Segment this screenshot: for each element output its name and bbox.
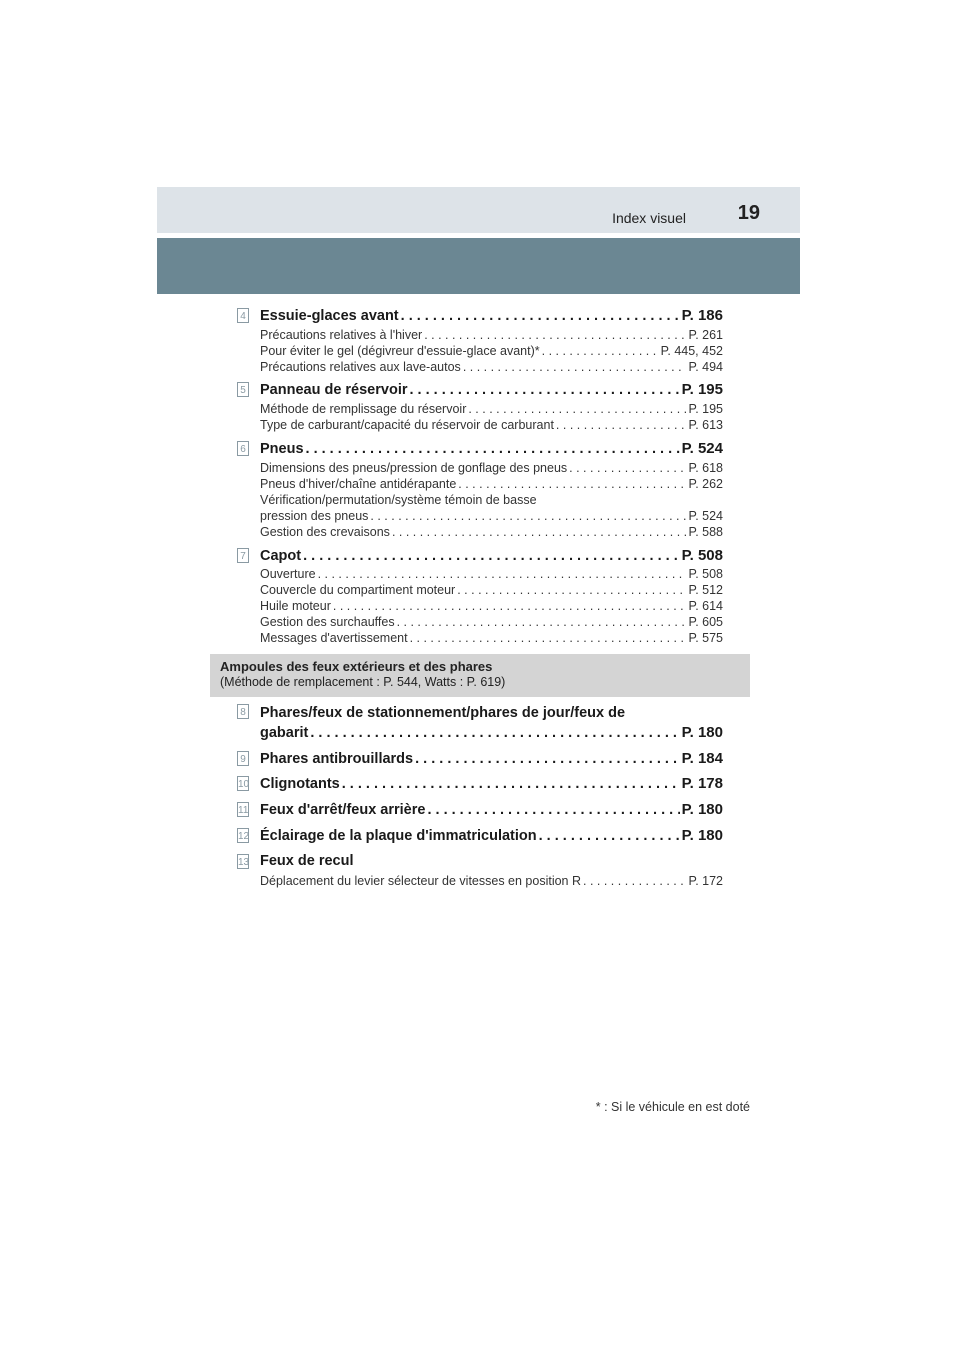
page-number: 19 [737,202,760,224]
index-entry[interactable]: Panneau de réservoir . . . P. 195 [260,381,723,401]
index-entry[interactable]: gabarit . . . P. 180 [260,724,723,744]
sub-entry[interactable]: Couvercle du compartiment moteur . . . P. 512 [260,583,723,598]
item-number-badge: 4 [237,308,249,323]
item-number-badge: 6 [237,441,249,456]
index-entry[interactable]: Pneus . . . P. 524 [260,440,723,460]
item-number-badge: 9 [237,751,249,766]
index-entry[interactable]: Phares antibrouillards . . . P. 184 [260,750,723,770]
item-number-badge: 7 [237,548,249,563]
sub-entry[interactable]: Dimensions des pneus/pression de gonflage des pneus . . . P. 618 [260,461,723,476]
footnote: * : Si le véhicule en est doté [595,1100,750,1114]
sub-entry[interactable]: Gestion des crevaisons . . . P. 588 [260,525,723,540]
index-entry[interactable]: Capot . . . P. 508 [260,547,723,567]
item-number-badge: 5 [237,382,249,397]
banner-title: Ampoules des feux extérieurs et des phares [220,659,493,674]
item-number-badge: 11 [237,802,249,817]
sub-entry[interactable]: Type de carburant/capacité du réservoir de carburant . . . P. 613 [260,418,723,433]
entry-label[interactable]: Feux de recul [260,853,354,869]
sub-entry[interactable]: pression des pneus . . . P. 524 [260,509,723,524]
item-number-badge: 13 [237,854,249,869]
sub-entry[interactable]: Précautions relatives aux lave-autos . . . P. 494 [260,360,723,375]
index-entry[interactable]: Éclairage de la plaque d'immatriculation . . . P. 180 [260,827,723,847]
index-entry[interactable]: Clignotants . . . P. 178 [260,775,723,795]
sub-entry[interactable]: Huile moteur . . . P. 614 [260,599,723,614]
sub-entry-text: Vérification/permutation/système témoin de basse [260,493,537,507]
item-number-badge: 12 [237,828,249,843]
entry-label-line1: Phares/feux de stationnement/phares de jour/feux de [260,705,626,721]
item-number-badge: 8 [237,704,249,719]
sub-entry[interactable]: Gestion des surchauffes . . . P. 605 [260,615,723,630]
index-entry[interactable]: Feux d'arrêt/feux arrière . . . P. 180 [260,801,723,821]
sub-entry[interactable]: Déplacement du levier sélecteur de vitesses en position R . . . P. 172 [260,874,723,889]
sub-entry[interactable]: Ouverture . . . P. 508 [260,567,723,582]
sub-entry[interactable]: Pour éviter le gel (dégivreur d'essuie-glace avant)* . . . P. 445, 452 [260,344,723,359]
sub-entry[interactable]: Méthode de remplissage du réservoir . . . P. 195 [260,402,723,417]
banner-subtitle: (Méthode de remplacement : P. 544, Watts : P. 619) [220,675,506,689]
header-band [157,238,800,294]
sub-entry[interactable]: Précautions relatives à l'hiver . . . P. 261 [260,328,723,343]
section-banner [210,654,750,697]
index-entry[interactable]: Essuie-glaces avant . . . P. 186 [260,307,723,327]
item-number-badge: 10 [237,776,249,791]
page-title: Index visuel [612,210,686,226]
header-bar [157,187,800,233]
sub-entry[interactable]: Messages d'avertissement . . . P. 575 [260,631,723,646]
sub-entry[interactable]: Pneus d'hiver/chaîne antidérapante . . . P. 262 [260,477,723,492]
